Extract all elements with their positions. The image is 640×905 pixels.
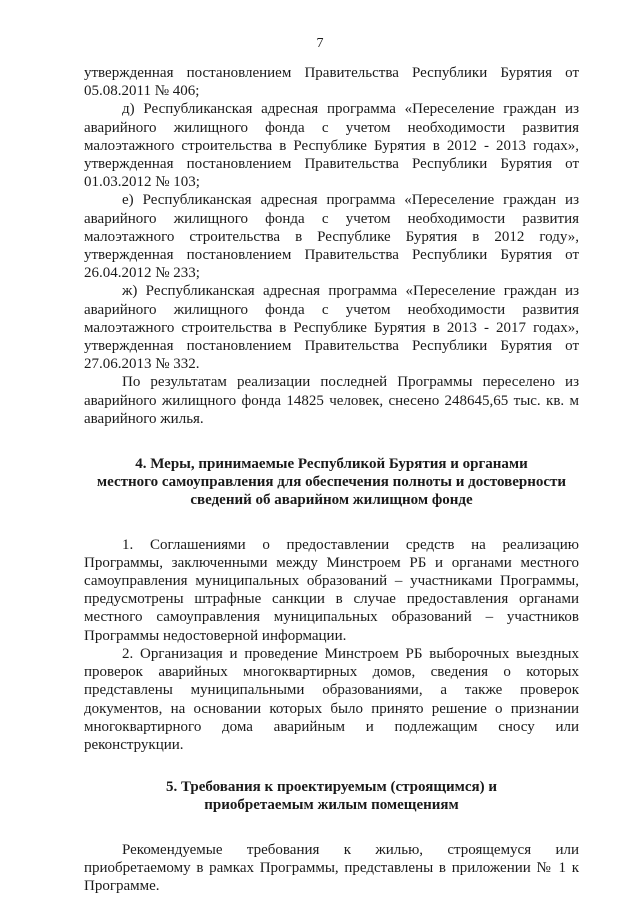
section4-heading-line2: местного самоуправления для обеспечения полноты и достоверности [96, 474, 567, 491]
section5-heading-line2: приобретаемым жилым помещениям [204, 797, 459, 814]
program-item-e: е) Республиканская адресная программа «Переселение граждан из аварийного жилищного фонда с учетом необходимости развития малоэтажного строительства в Республике Бурятия в 2012 году», утвержденная постановлением Правительства Республики Бурятия от 26.04.2012 № 233; [84, 192, 579, 282]
document-body [84, 64, 579, 895]
intro-continuation: утвержденная постановлением Правительства Республики Бурятия от 05.08.2011 № 406; [84, 65, 579, 100]
section5-paragraph: Рекомендуемые требования к жилью, строящемуся или приобретаемому в рамках Программы, представлены в приложении № 1 к Программе. [84, 841, 579, 894]
program-item-zh: ж) Республиканская адресная программа «Переселение граждан из аварийного жилищного фонда с учетом необходимости развития малоэтажного строительства в Республике Бурятия в 2013 - 2017 годах», утвержденная постановлением Правительства Республики Бурятия от 27.06.2013 № 332. [84, 283, 579, 373]
page-number: 7 [316, 36, 324, 51]
results-paragraph: По результатам реализации последней Программы переселено из аварийного жилищного фонда 14825 человек, снесено 248645,65 тыс. кв. м аварийного жилья. [84, 374, 579, 427]
section4-heading-line3: сведений об аварийном жилищном фонде [190, 492, 473, 509]
section5-heading [84, 778, 579, 814]
section4-item1: 1. Соглашениями о предоставлении средств на реализацию Программы, заключенными между Минстроем РБ и органами местного самоуправления муниципальных образований – участниками Программы, предусмотрены штрафные санкции в случае предоставления органами местного самоуправления муниципальных образований – участников Программы недостоверной информации. [84, 536, 579, 644]
section5-heading-line1: 5. Требования к проектируемым (строящимся) и [165, 779, 498, 796]
section4-heading [84, 455, 579, 510]
section4-heading-line1: 4. Меры, принимаемые Республикой Бурятия и органами [135, 456, 528, 473]
section4-item2: 2. Организация и проведение Минстроем РБ выборочных выездных проверок аварийных многоквартирных домов, сведения о которых представлены муниципальными образованиями, а также проверок документов, на основании которых было принято решение о признании многоквартирного дома аварийным и подлежащим сносу или реконструкции. [84, 645, 579, 753]
program-item-d: д) Республиканская адресная программа «Переселение граждан из аварийного жилищного фонда с учетом необходимости развития малоэтажного строительства в Республике Бурятия в 2012 - 2013 годах», утвержденная постановлением Правительства Республики Бурятия от 01.03.2012 № 103; [84, 101, 579, 191]
